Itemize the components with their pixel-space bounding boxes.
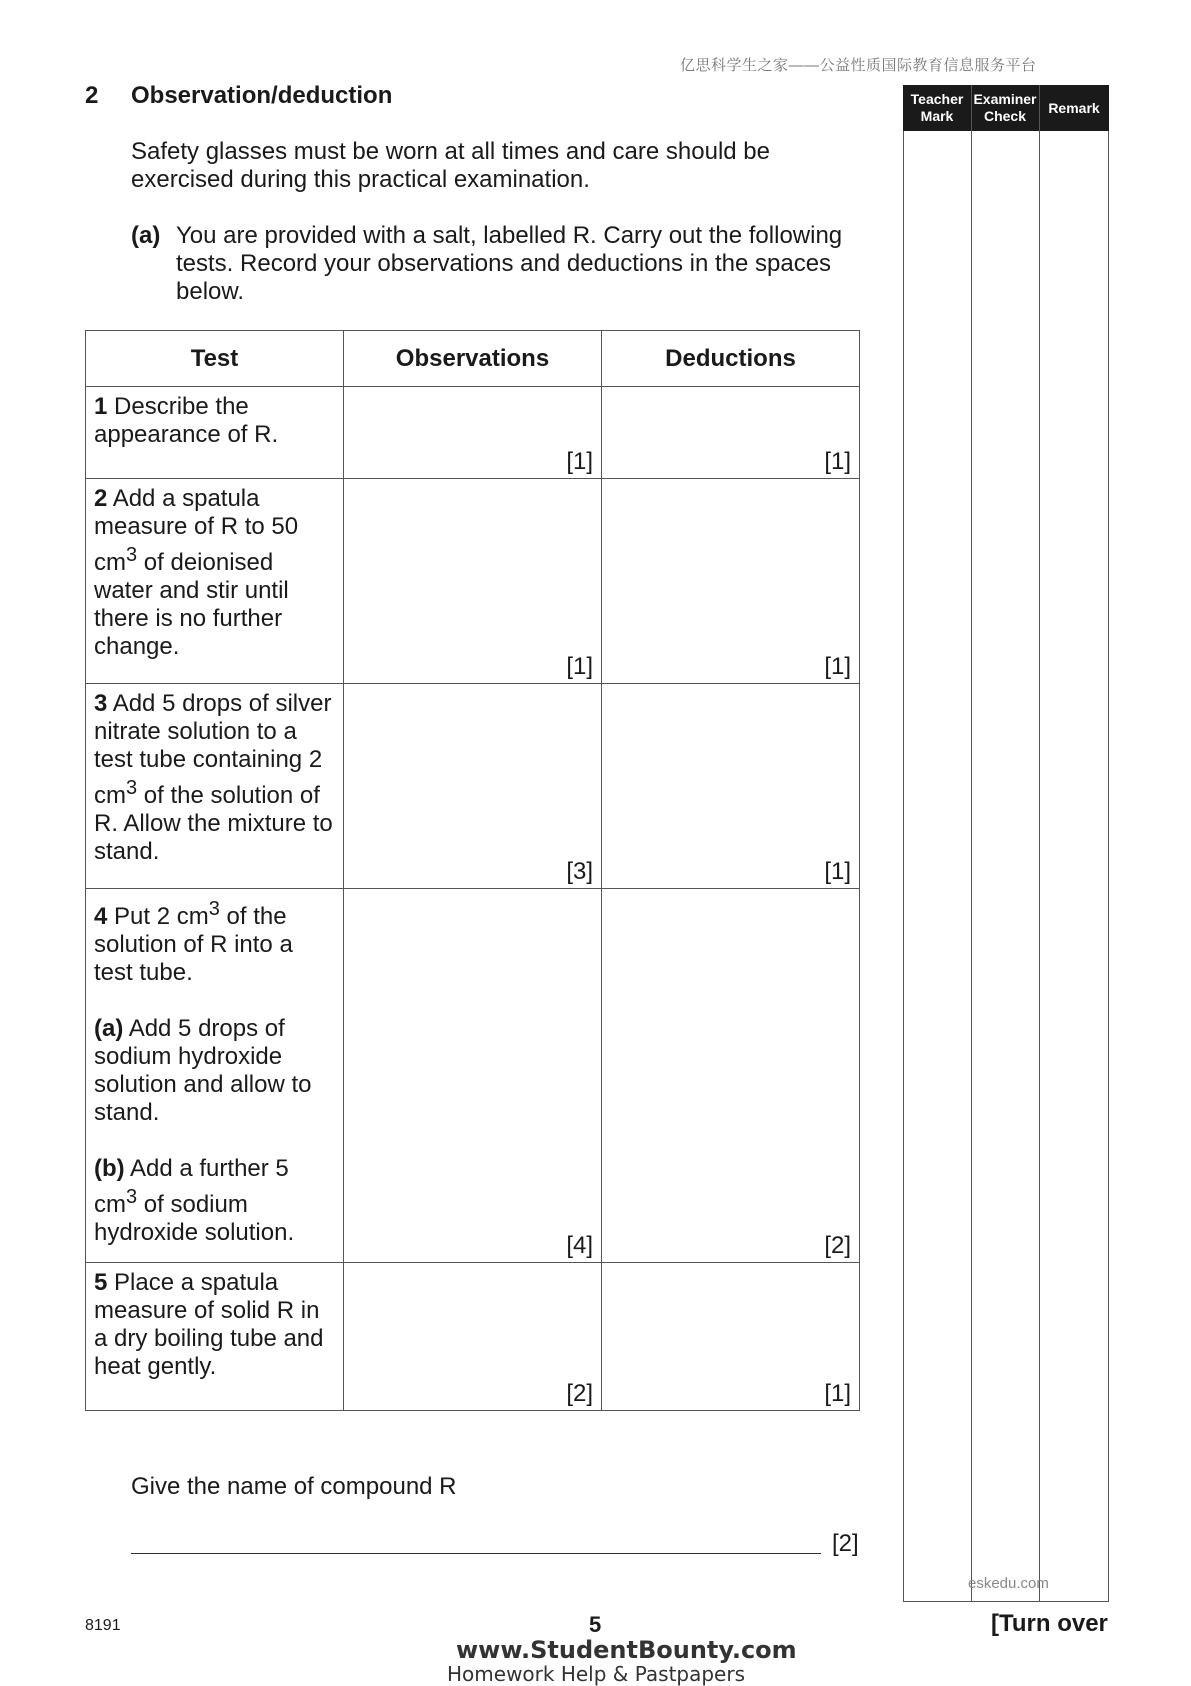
mark-label: [1] — [824, 1380, 851, 1407]
deduction-cell[interactable] — [602, 1263, 860, 1411]
mark-label: [1] — [824, 653, 851, 680]
watermark: eskedu.com — [968, 1575, 1049, 1592]
mark-label: [2] — [566, 1380, 593, 1407]
answer-line[interactable] — [131, 1553, 821, 1554]
mark-label: [2] — [824, 1232, 851, 1259]
paper-code: 8191 — [85, 1617, 121, 1634]
examiner-check-header: Examiner Check — [973, 91, 1037, 124]
teacher-mark-header: Teacher Mark — [910, 91, 964, 124]
mark-label: [3] — [566, 858, 593, 885]
test-cell — [86, 387, 344, 479]
compound-question: Give the name of compound R — [131, 1473, 457, 1500]
page-number: 5 — [589, 1612, 602, 1637]
table-row — [86, 889, 860, 1263]
superscript: 3 — [126, 544, 138, 566]
table-row — [86, 684, 860, 889]
observation-cell[interactable] — [344, 387, 602, 479]
test-text: Add 5 drops of silver nitrate solution to a test tube containing 2 cm — [94, 690, 332, 809]
answer-mark: [2] — [832, 1530, 859, 1557]
mark-label: [1] — [824, 448, 851, 475]
mark-label: [1] — [566, 653, 593, 680]
test-text: Add a spatula measure of R to 50 cm — [94, 485, 299, 576]
column-header-observations: Observations — [344, 331, 602, 387]
superscript: 3 — [208, 898, 220, 920]
sub-part-label: (a) — [94, 1015, 124, 1042]
observation-cell[interactable] — [344, 479, 602, 684]
question-title: Observation/deduction — [131, 82, 393, 109]
test-cell — [86, 889, 344, 1263]
test-cell — [86, 684, 344, 889]
test-number: 5 — [94, 1269, 108, 1296]
observation-cell[interactable] — [344, 684, 602, 889]
superscript: 3 — [126, 777, 138, 799]
test-text: of the solution of R. Allow the mixture to stand. — [94, 782, 333, 865]
table-header-row — [86, 331, 860, 387]
header-note: 亿思科学生之家——公益性质国际教育信息服务平台 — [680, 57, 1037, 74]
superscript: 3 — [126, 1186, 138, 1208]
test-text: Put 2 cm — [114, 903, 209, 930]
question-number: 2 — [85, 82, 99, 109]
test-number: 3 — [94, 690, 108, 717]
deduction-cell[interactable] — [602, 889, 860, 1263]
studentbounty-url: www.StudentBounty.com — [456, 1636, 797, 1664]
test-number: 4 — [94, 903, 108, 930]
test-text: Place a spatula measure of solid R in a dry boiling tube and heat gently. — [94, 1269, 324, 1380]
marking-margin-header — [903, 85, 1109, 131]
deduction-cell[interactable] — [602, 684, 860, 889]
table-row — [86, 387, 860, 479]
studentbounty-tagline: Homework Help & Pastpapers — [447, 1662, 745, 1686]
deduction-cell[interactable] — [602, 387, 860, 479]
table-row — [86, 1263, 860, 1411]
column-header-deductions: Deductions — [602, 331, 860, 387]
marking-margin — [903, 85, 1109, 1602]
test-cell — [86, 479, 344, 684]
observation-cell[interactable] — [344, 1263, 602, 1411]
deduction-cell[interactable] — [602, 479, 860, 684]
test-text: of deionised water and stir until there is no further change. — [94, 549, 289, 660]
test-number: 2 — [94, 485, 108, 512]
observation-cell[interactable] — [344, 889, 602, 1263]
mark-label: [4] — [566, 1232, 593, 1259]
mark-label: [1] — [824, 858, 851, 885]
margin-divider — [971, 85, 972, 1602]
observation-table — [85, 330, 860, 1411]
part-instruction: You are provided with a salt, labelled R. Carry out the following tests. Record your observations and deductions in the spaces below. — [176, 222, 843, 305]
test-number: 1 — [94, 393, 108, 420]
part-label: (a) — [131, 222, 161, 249]
sub-part-text: Add 5 drops of sodium hydroxide solution and allow to stand. — [94, 1015, 312, 1126]
turn-over-label: [Turn over — [991, 1610, 1108, 1637]
column-header-test: Test — [86, 331, 344, 387]
test-text: of the solution of R into a test tube. — [94, 903, 293, 986]
mark-label: [1] — [566, 448, 593, 475]
sub-part-text: Add a further 5 cm — [94, 1155, 289, 1218]
sub-part-text: of sodium hydroxide solution. — [94, 1191, 295, 1246]
margin-divider — [1039, 85, 1040, 1602]
test-text: Describe the appearance of R. — [94, 393, 279, 448]
safety-instruction: Safety glasses must be worn at all times and care should be exercised during this practical examination. — [131, 138, 770, 193]
remark-header: Remark — [1048, 99, 1100, 116]
test-cell — [86, 1263, 344, 1411]
sub-part-label: (b) — [94, 1155, 125, 1182]
table-row — [86, 479, 860, 684]
